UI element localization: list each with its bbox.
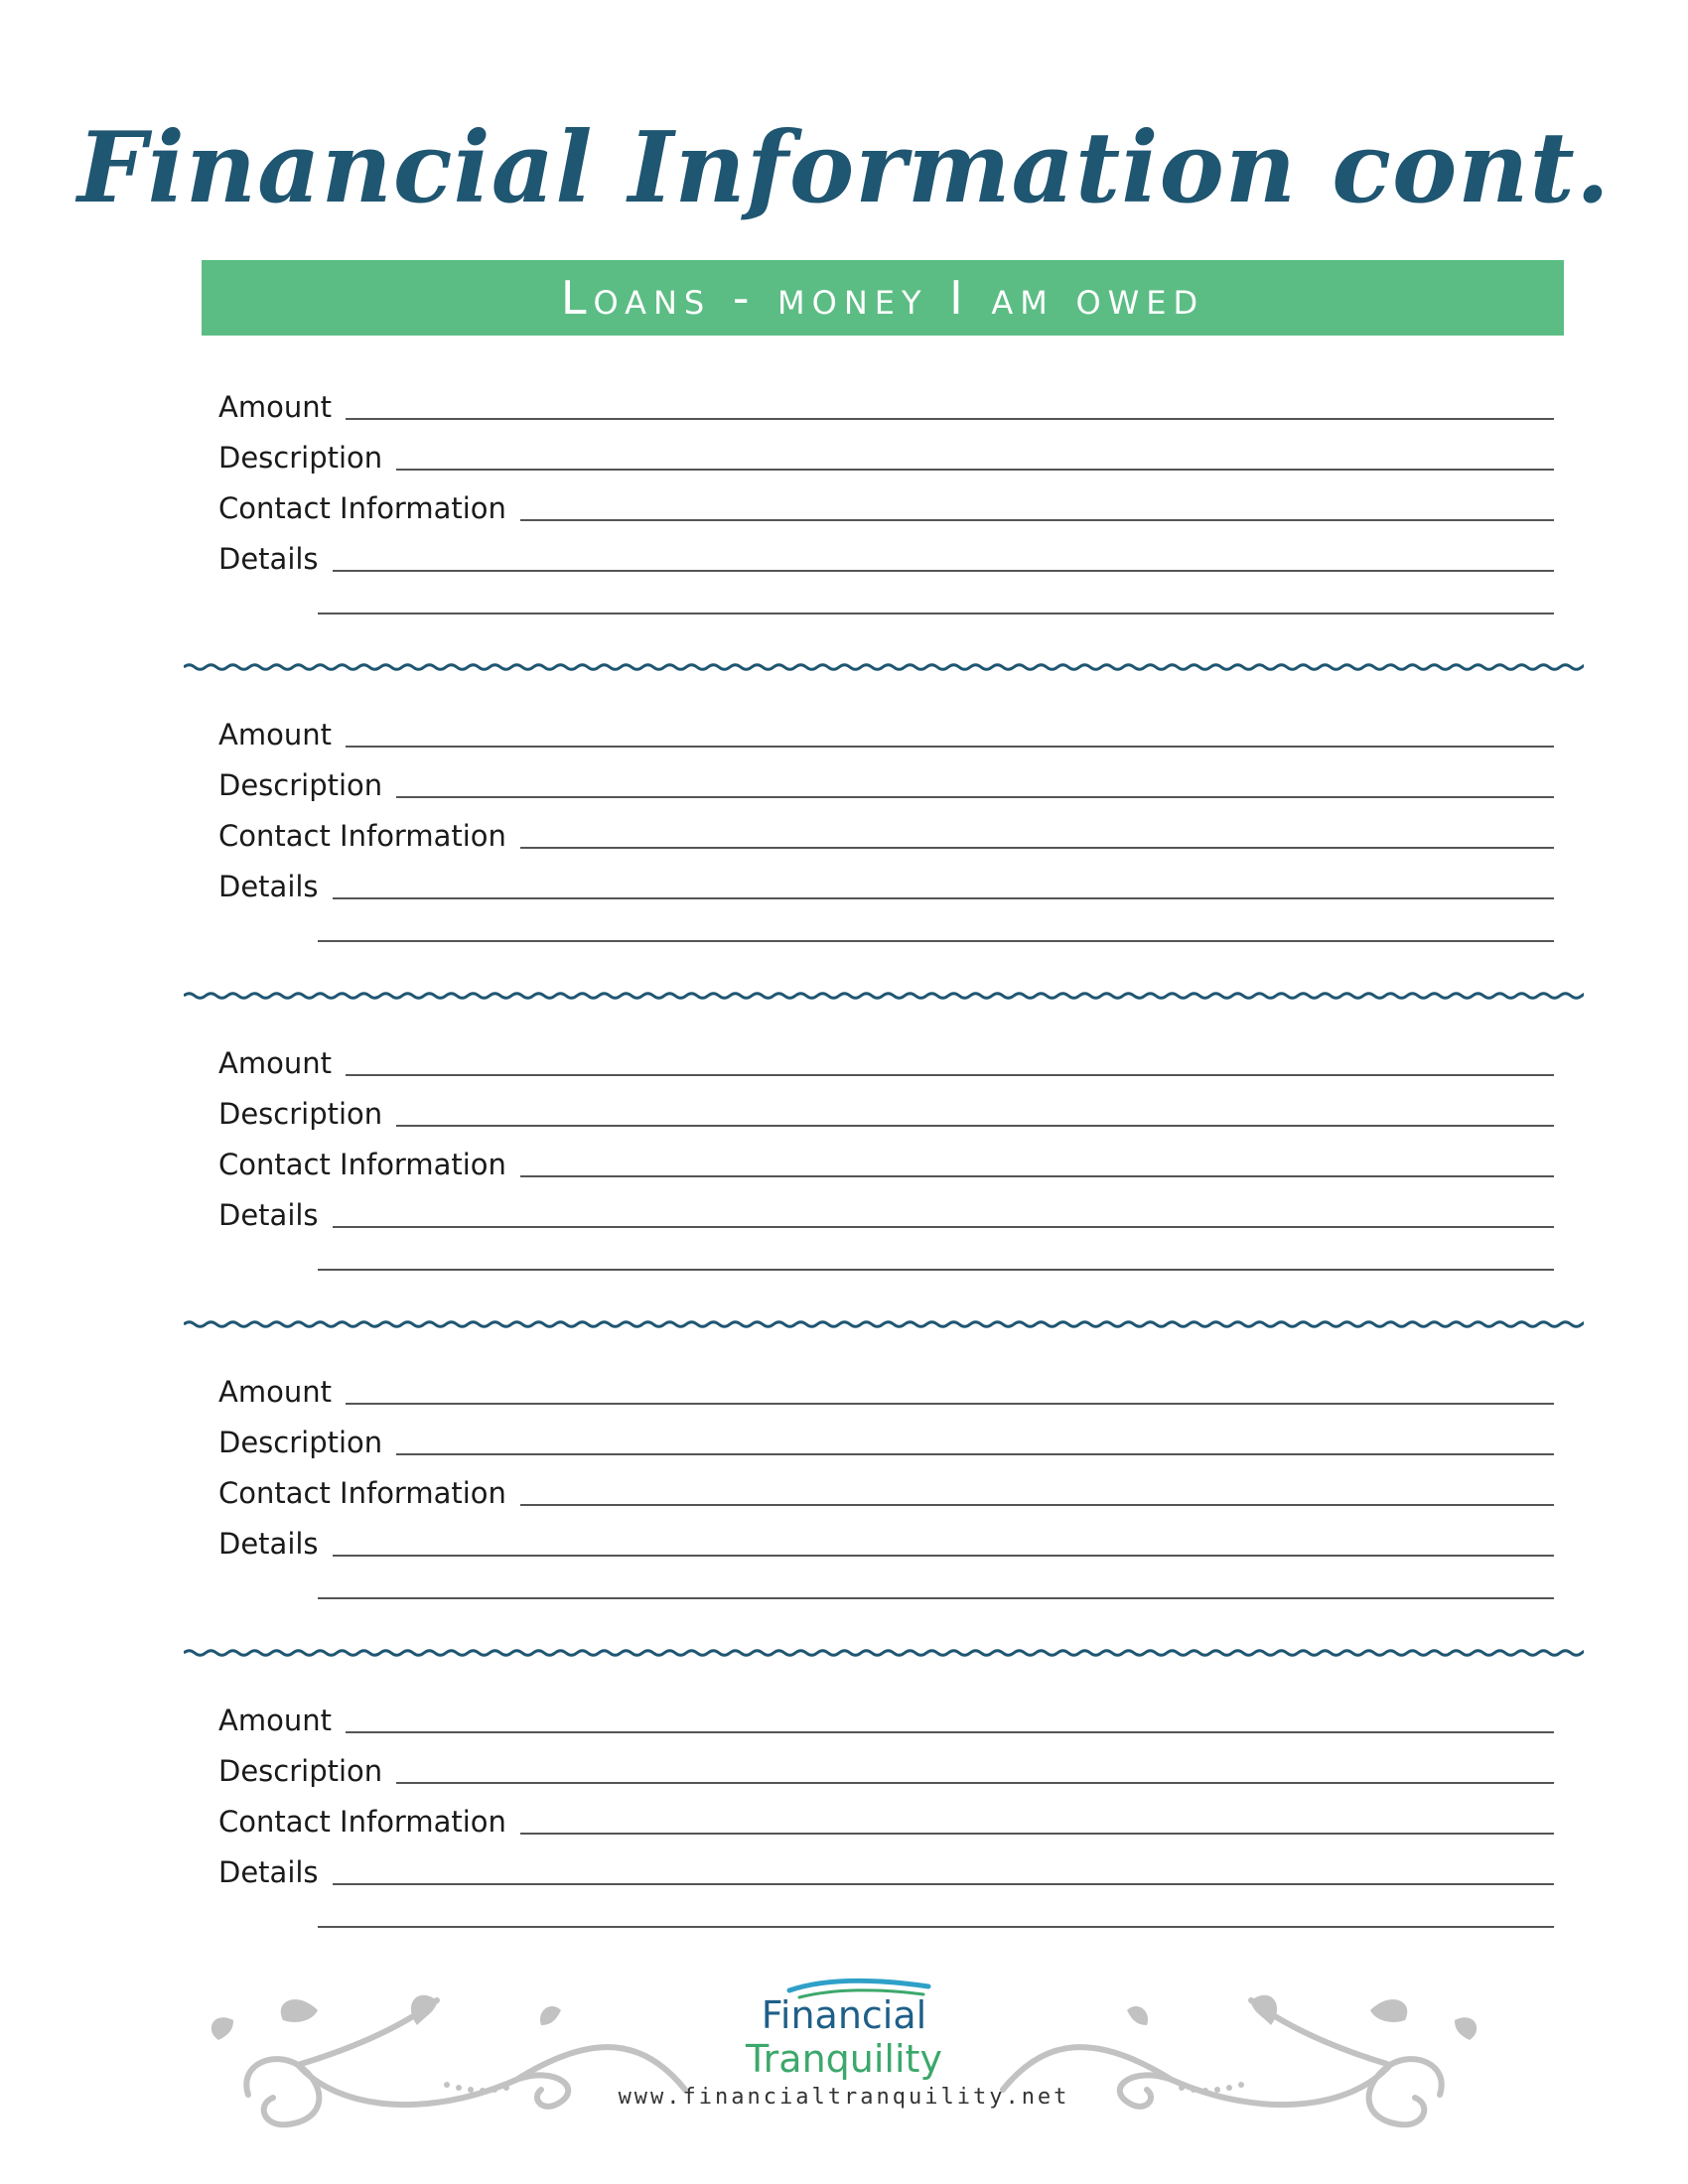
contact-information-label: Contact Information xyxy=(218,1805,506,1839)
description-label: Description xyxy=(218,1097,383,1131)
contact-row xyxy=(218,1140,1554,1179)
details-field[interactable] xyxy=(333,570,1554,572)
description-row xyxy=(218,1746,1554,1786)
details-label: Details xyxy=(218,870,319,903)
details-label: Details xyxy=(218,542,319,576)
section-banner-text: Loans - money I am owed xyxy=(560,271,1205,325)
description-label: Description xyxy=(218,441,383,475)
amount-row xyxy=(218,1367,1554,1407)
page-title: Financial Information cont. xyxy=(77,111,1611,225)
details-field[interactable] xyxy=(333,1226,1554,1228)
contact-information-label: Contact Information xyxy=(218,1476,506,1510)
wavy-divider-path xyxy=(184,1322,1584,1327)
amount-row xyxy=(218,1696,1554,1735)
brand-logo-line-1: Financial xyxy=(761,1993,927,2037)
brand-logo-line-2: Tranquility xyxy=(746,2037,942,2081)
contact-row xyxy=(218,811,1554,851)
wavy-divider-path xyxy=(184,1651,1584,1656)
contact-information-field[interactable] xyxy=(520,519,1554,521)
amount-label: Amount xyxy=(218,1375,332,1409)
amount-field[interactable] xyxy=(346,418,1554,420)
description-row xyxy=(218,433,1554,473)
details-field-continued[interactable] xyxy=(318,1926,1554,1928)
description-field[interactable] xyxy=(396,1453,1554,1455)
website-link[interactable]: www.financialtranquility.net xyxy=(618,2085,1070,2110)
amount-label: Amount xyxy=(218,1704,332,1737)
description-field[interactable] xyxy=(396,1782,1554,1784)
description-label: Description xyxy=(218,768,383,802)
contact-information-field[interactable] xyxy=(520,847,1554,849)
details-row xyxy=(218,534,1554,574)
description-label: Description xyxy=(218,1426,383,1459)
wavy-divider xyxy=(184,989,1584,1003)
details-field-continued[interactable] xyxy=(318,1269,1554,1271)
details-label: Details xyxy=(218,1527,319,1561)
contact-information-field[interactable] xyxy=(520,1175,1554,1177)
amount-label: Amount xyxy=(218,390,332,424)
contact-information-label: Contact Information xyxy=(218,819,506,853)
contact-row xyxy=(218,483,1554,523)
wavy-divider-path xyxy=(184,665,1584,670)
details-label: Details xyxy=(218,1855,319,1889)
details-field[interactable] xyxy=(333,1883,1554,1885)
amount-field[interactable] xyxy=(346,746,1554,748)
description-row xyxy=(218,1089,1554,1129)
description-field[interactable] xyxy=(396,469,1554,471)
amount-row xyxy=(218,1038,1554,1078)
amount-row xyxy=(218,382,1554,422)
details-field-continued[interactable] xyxy=(318,1597,1554,1599)
wavy-divider xyxy=(184,660,1584,674)
section-banner xyxy=(202,260,1564,336)
details-row xyxy=(218,1847,1554,1887)
description-field[interactable] xyxy=(396,796,1554,798)
wavy-divider xyxy=(184,1646,1584,1660)
contact-information-label: Contact Information xyxy=(218,1148,506,1181)
amount-label: Amount xyxy=(218,718,332,751)
contact-information-field[interactable] xyxy=(520,1833,1554,1835)
amount-field[interactable] xyxy=(346,1403,1554,1405)
wavy-divider xyxy=(184,1317,1584,1331)
details-field-continued[interactable] xyxy=(318,940,1554,942)
details-row xyxy=(218,862,1554,901)
contact-row xyxy=(218,1468,1554,1508)
details-field[interactable] xyxy=(333,1555,1554,1557)
description-label: Description xyxy=(218,1754,383,1788)
contact-row xyxy=(218,1797,1554,1837)
details-row xyxy=(218,1519,1554,1559)
contact-information-label: Contact Information xyxy=(218,491,506,525)
amount-label: Amount xyxy=(218,1046,332,1080)
details-field[interactable] xyxy=(333,897,1554,899)
details-field-continued[interactable] xyxy=(318,613,1554,614)
wavy-divider-path xyxy=(184,994,1584,999)
contact-information-field[interactable] xyxy=(520,1504,1554,1506)
description-row xyxy=(218,1418,1554,1457)
details-label: Details xyxy=(218,1198,319,1232)
amount-field[interactable] xyxy=(346,1074,1554,1076)
description-row xyxy=(218,760,1554,800)
details-row xyxy=(218,1190,1554,1230)
description-field[interactable] xyxy=(396,1125,1554,1127)
amount-row xyxy=(218,710,1554,750)
amount-field[interactable] xyxy=(346,1731,1554,1733)
